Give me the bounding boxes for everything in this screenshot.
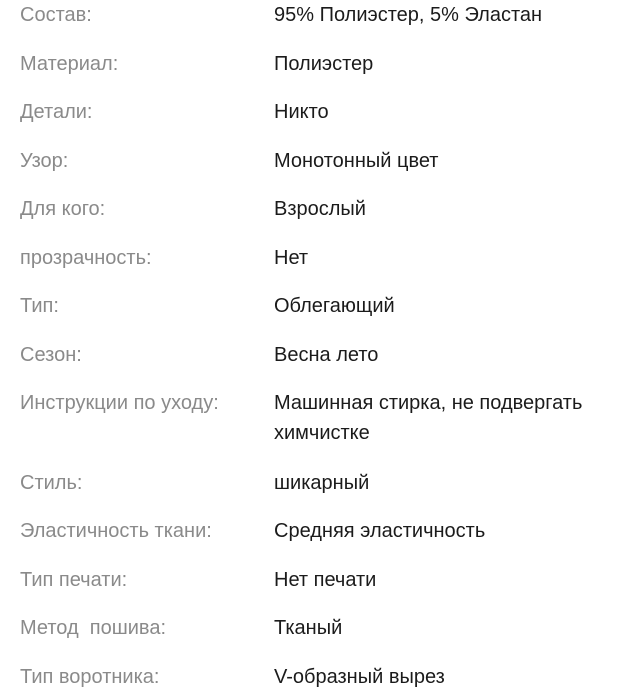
spec-value: Никто bbox=[274, 101, 329, 123]
spec-label: Детали: bbox=[20, 101, 93, 123]
spec-value: Машинная стирка, не подвергать химчистке bbox=[274, 392, 583, 444]
spec-value: Облегающий bbox=[274, 295, 395, 317]
spec-label: Эластичность ткани: bbox=[20, 520, 212, 542]
spec-value: 95% Полиэстер, 5% Эластан bbox=[274, 4, 543, 26]
spec-value: шикарный bbox=[274, 472, 370, 494]
spec-value: Тканый bbox=[274, 617, 343, 639]
spec-label: Тип печати: bbox=[20, 569, 128, 591]
spec-value: Монотонный цвет bbox=[274, 150, 439, 172]
spec-label: Узор: bbox=[20, 150, 69, 172]
spec-label: Для кого: bbox=[20, 198, 106, 220]
spec-label: Тип воротника: bbox=[20, 666, 160, 688]
spec-label: Метод пошива: bbox=[20, 617, 166, 639]
spec-value: Взрослый bbox=[274, 198, 366, 220]
spec-label: Сезон: bbox=[20, 344, 82, 366]
spec-label: Материал: bbox=[20, 53, 119, 75]
spec-value: Нет bbox=[274, 247, 309, 269]
spec-value: Полиэстер bbox=[274, 53, 374, 75]
spec-value: Весна лето bbox=[274, 344, 379, 366]
spec-label: Стиль: bbox=[20, 472, 83, 494]
spec-label: Состав: bbox=[20, 4, 92, 26]
spec-value: V-образный вырез bbox=[274, 666, 445, 688]
spec-value: Нет печати bbox=[274, 569, 377, 591]
spec-label: прозрачность: bbox=[20, 247, 152, 269]
spec-value: Средняя эластичность bbox=[274, 520, 486, 542]
spec-label: Тип: bbox=[20, 295, 59, 317]
spec-label: Инструкции по уходу: bbox=[20, 392, 219, 414]
